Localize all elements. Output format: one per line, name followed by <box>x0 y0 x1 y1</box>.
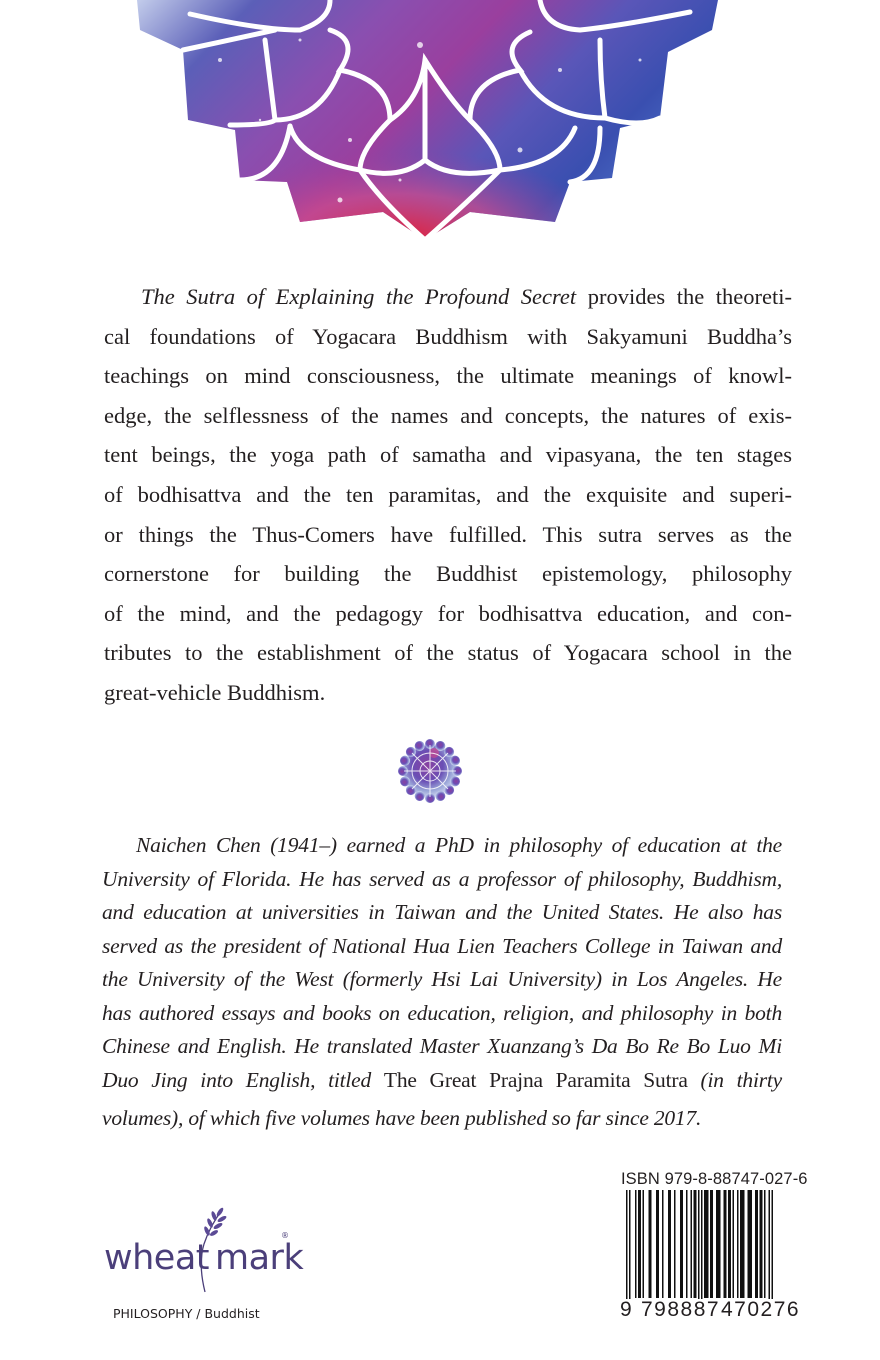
description-line: tributes to the establishment of the status of Yogacara school in the <box>104 640 792 666</box>
description-line: great-vehicle Buddhism. <box>104 679 326 705</box>
description-line: of the mind, and the pedagogy for bodhisattva education, and con- <box>104 600 792 626</box>
barcode-bar <box>635 1190 637 1298</box>
barcode-bar <box>643 1190 645 1298</box>
barcode-digits-right: 470276 <box>721 1298 801 1321</box>
bio-line: has authored essays and books on education, religion, and philosophy in both <box>102 1000 782 1025</box>
barcode-bar <box>740 1190 745 1298</box>
barcode-bar <box>704 1190 709 1298</box>
bio-line: Chinese and English. He translated Master Xuanzang’s Da Bo Re Bo Luo Mi <box>102 1034 782 1058</box>
barcode-bar <box>691 1190 693 1298</box>
barcode-bar <box>638 1190 641 1298</box>
barcode-bar <box>755 1190 758 1298</box>
barcode-digits-left: 798887 <box>641 1298 721 1321</box>
barcode-bar <box>737 1190 739 1298</box>
barcode-bar <box>760 1190 763 1298</box>
description-line: or things the Thus-Comers have fulfilled. This sutra serves as the <box>104 521 792 547</box>
barcode-bar <box>649 1190 652 1298</box>
barcode-bar <box>662 1190 664 1298</box>
barcode-bar <box>764 1190 766 1298</box>
bisac-category: PHILOSOPHY / Buddhist <box>113 1306 260 1321</box>
book-title-italic: The Sutra of Explaining the Profound Secret <box>141 284 577 309</box>
description-line: edge, the selflessness of the names and concepts, the natures of exis- <box>104 402 792 428</box>
bio-line: the University of the West (formerly Hsi Lai University) in Los Angeles. He <box>102 967 782 991</box>
barcode-bar <box>724 1190 727 1298</box>
bio-line: volumes), of which five volumes have been published so far since 2017. <box>102 1106 702 1130</box>
barcode-bar <box>656 1190 659 1298</box>
description-line: cal foundations of Yogacara Buddhism with Sakyamuni Buddha’s <box>104 323 792 349</box>
description-line: The Sutra of Explaining the Profound Secret provides the theoreti- <box>141 284 793 309</box>
barcode-bar <box>733 1190 735 1298</box>
description-line: cornerstone for building the Buddhist epistemology, philosophy <box>104 561 792 587</box>
barcode-digit-lead: 9 <box>620 1298 632 1321</box>
barcode-bar <box>694 1190 697 1298</box>
bio-line: Duo Jing into English, titled The Great Prajna Paramita Sutra (in thirty <box>102 1067 783 1092</box>
barcode-bar <box>686 1190 688 1298</box>
book-description <box>104 277 792 713</box>
publisher-logo <box>104 1204 304 1294</box>
barcode-bar <box>716 1190 721 1298</box>
bio-line: University of Florida. He has served as a professor of philosophy, Buddhism, <box>102 866 782 891</box>
barcode-bar <box>710 1190 713 1298</box>
barcode-bar <box>680 1190 683 1298</box>
barcode-bar <box>748 1190 753 1298</box>
publisher-wordmark: wheat mark <box>104 1238 304 1278</box>
barcode-bar <box>668 1190 671 1298</box>
isbn-label: ISBN 979-8-88747-027-6 <box>621 1170 808 1188</box>
mandala-divider-icon <box>398 739 462 803</box>
bio-line: served as the president of National Hua Lien Teachers College in Taiwan and <box>102 933 782 958</box>
bio-line: Naichen Chen (1941–) earned a PhD in philosophy of education at the <box>136 833 782 857</box>
description-line: of bodhisattva and the ten paramitas, and the exquisite and superi- <box>104 481 792 507</box>
mandala-artwork <box>0 0 880 250</box>
author-bio <box>102 829 782 1136</box>
barcode-bar <box>728 1190 731 1298</box>
registered-mark: ® <box>281 1231 289 1240</box>
description-line: tent beings, the yoga path of samatha and vipasyana, the ten stages <box>104 442 792 468</box>
bio-line: and education at universities in Taiwan and the United States. He also has <box>102 900 782 924</box>
translated-work-title: The Great Prajna Paramita Sutra <box>383 1067 688 1092</box>
barcode-bar <box>674 1190 676 1298</box>
description-line: teachings on mind consciousness, the ultimate meanings of knowl- <box>104 363 792 389</box>
